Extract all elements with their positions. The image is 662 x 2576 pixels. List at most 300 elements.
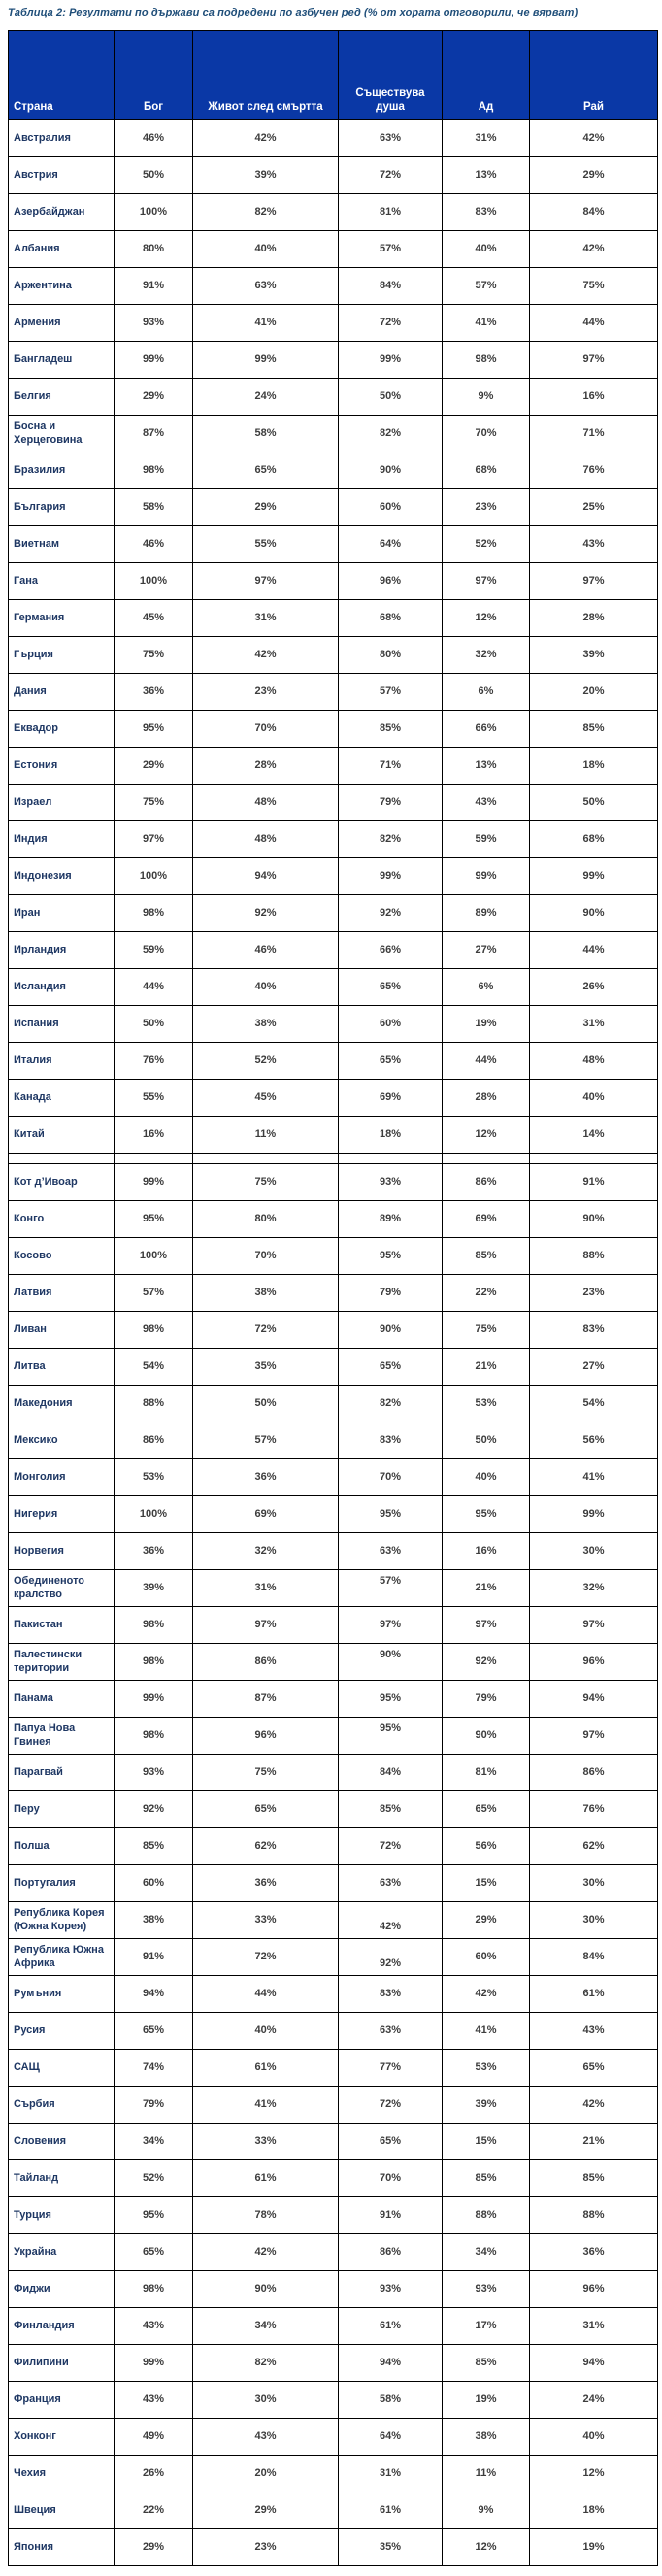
country-cell: Гърция [9,637,115,674]
value-cell: 52% [443,526,530,563]
value-cell: 98% [115,1644,193,1681]
value-cell: 91% [530,1164,658,1201]
value-cell: 63% [339,2013,443,2050]
value-cell: 97% [193,563,339,600]
table-row [9,452,658,489]
value-cell: 76% [530,1791,658,1828]
value-cell: 98% [115,895,193,932]
table-row [9,416,658,452]
value-cell: 24% [193,379,339,416]
value-cell: 28% [443,1080,530,1117]
value-cell: 34% [443,2234,530,2271]
table-row [9,1164,658,1201]
table-row [9,1496,658,1533]
value-cell: 16% [530,379,658,416]
value-cell: 72% [339,157,443,194]
value-cell: 68% [443,452,530,489]
value-cell: 30% [193,2382,339,2419]
value-cell: 88% [530,2197,658,2234]
value-cell: 32% [443,637,530,674]
table-row [9,2456,658,2492]
country-cell: Румъния [9,1976,115,2013]
value-cell: 61% [193,2050,339,2087]
country-cell: Хонконг [9,2419,115,2456]
country-cell: Естония [9,748,115,785]
value-cell: 42% [339,1902,443,1939]
country-cell: Република Южна Африка [9,1939,115,1976]
value-cell: 26% [530,969,658,1006]
value-cell: 57% [115,1275,193,1312]
value-cell: 43% [193,2419,339,2456]
value-cell: 53% [443,2050,530,2087]
value-cell: 42% [530,2087,658,2124]
value-cell: 88% [530,1238,658,1275]
value-cell: 91% [339,2197,443,2234]
column-header: Ад [443,31,530,120]
country-cell: Перу [9,1791,115,1828]
table-row [9,2271,658,2308]
value-cell: 84% [530,194,658,231]
country-cell: Полша [9,1828,115,1865]
value-cell: 97% [530,1607,658,1644]
value-cell: 78% [193,2197,339,2234]
value-cell: 95% [339,1718,443,1755]
value-cell: 36% [115,1533,193,1570]
value-cell: 39% [530,637,658,674]
value-cell: 95% [115,2197,193,2234]
value-cell: 92% [443,1644,530,1681]
country-cell: Филипини [9,2345,115,2382]
value-cell: 13% [443,157,530,194]
table-row [9,1275,658,1312]
value-cell: 57% [443,268,530,305]
value-cell: 57% [339,674,443,711]
country-cell: Португалия [9,1865,115,1902]
value-cell: 66% [339,932,443,969]
value-cell: 38% [443,2419,530,2456]
value-cell: 97% [530,563,658,600]
value-cell: 75% [193,1164,339,1201]
table-row [9,1080,658,1117]
value-cell: 50% [115,1006,193,1043]
value-cell: 93% [115,305,193,342]
value-cell: 95% [115,711,193,748]
value-cell: 90% [443,1718,530,1755]
table-row [9,1238,658,1275]
value-cell: 84% [530,1939,658,1976]
country-cell: Япония [9,2529,115,2566]
value-cell: 82% [339,1386,443,1422]
value-cell: 92% [339,1939,443,1976]
value-cell: 55% [193,526,339,563]
value-cell: 15% [443,1865,530,1902]
value-cell: 19% [443,2382,530,2419]
value-cell: 97% [530,1718,658,1755]
country-cell: Парагвай [9,1755,115,1791]
value-cell: 29% [115,2529,193,2566]
value-cell: 36% [530,2234,658,2271]
value-cell: 11% [443,2456,530,2492]
value-cell: 96% [339,563,443,600]
value-cell: 44% [530,305,658,342]
value-cell: 36% [193,1865,339,1902]
table-row [9,563,658,600]
value-cell: 42% [530,120,658,157]
value-cell: 74% [115,2050,193,2087]
value-cell: 31% [193,1570,339,1607]
value-cell: 34% [193,2308,339,2345]
value-cell: 72% [339,2087,443,2124]
value-cell: 97% [339,1607,443,1644]
value-cell: 50% [530,785,658,821]
table-row [9,748,658,785]
value-cell: 40% [443,231,530,268]
table-row [9,1570,658,1607]
value-cell [193,1154,339,1164]
country-cell: Канада [9,1080,115,1117]
country-cell: Бразилия [9,452,115,489]
table-row [9,1865,658,1902]
value-cell: 21% [443,1349,530,1386]
value-cell: 38% [193,1275,339,1312]
value-cell: 29% [193,489,339,526]
value-cell: 36% [115,674,193,711]
value-cell: 71% [530,416,658,452]
table-row [9,194,658,231]
value-cell: 18% [339,1117,443,1154]
value-cell: 54% [530,1386,658,1422]
table-row [9,1828,658,1865]
value-cell: 63% [339,1865,443,1902]
table-row [9,785,658,821]
value-cell: 40% [193,231,339,268]
value-cell: 48% [193,821,339,858]
value-cell: 41% [443,305,530,342]
value-cell [443,1154,530,1164]
value-cell: 85% [339,1791,443,1828]
value-cell: 94% [115,1976,193,2013]
value-cell: 39% [115,1570,193,1607]
value-cell: 18% [530,748,658,785]
value-cell: 84% [339,1755,443,1791]
column-header: Рай [530,31,658,120]
table-header [9,31,658,120]
value-cell: 99% [443,858,530,895]
value-cell: 75% [443,1312,530,1349]
value-cell: 20% [530,674,658,711]
value-cell: 65% [193,1791,339,1828]
value-cell: 40% [530,1080,658,1117]
table-row [9,1644,658,1681]
value-cell: 33% [193,1902,339,1939]
value-cell: 63% [339,120,443,157]
country-cell: Обединеното кралство [9,1570,115,1607]
country-cell: Иран [9,895,115,932]
table-row [9,2492,658,2529]
country-cell: България [9,489,115,526]
value-cell: 88% [443,2197,530,2234]
value-cell: 96% [530,2271,658,2308]
value-cell: 49% [115,2419,193,2456]
table-row [9,2308,658,2345]
column-header: Бог [115,31,193,120]
value-cell: 43% [115,2308,193,2345]
value-cell: 65% [115,2234,193,2271]
value-cell: 24% [530,2382,658,2419]
value-cell: 13% [443,748,530,785]
table-row [9,379,658,416]
value-cell: 72% [339,305,443,342]
value-cell: 59% [443,821,530,858]
value-cell: 81% [339,194,443,231]
value-cell: 96% [193,1718,339,1755]
table-row [9,1902,658,1939]
value-cell: 68% [339,600,443,637]
value-cell: 94% [193,858,339,895]
value-cell: 61% [193,2160,339,2197]
value-cell: 18% [530,2492,658,2529]
value-cell: 42% [530,231,658,268]
value-cell: 76% [115,1043,193,1080]
value-cell: 75% [115,637,193,674]
value-cell: 61% [530,1976,658,2013]
value-cell: 86% [530,1755,658,1791]
table-row [9,1791,658,1828]
value-cell: 48% [530,1043,658,1080]
table-row [9,2419,658,2456]
value-cell: 77% [339,2050,443,2087]
country-cell: Азербайджан [9,194,115,231]
value-cell: 50% [115,157,193,194]
value-cell: 28% [193,748,339,785]
value-cell: 94% [339,2345,443,2382]
table-row [9,1349,658,1386]
value-cell: 65% [339,969,443,1006]
value-cell: 45% [193,1080,339,1117]
country-cell: Нигерия [9,1496,115,1533]
value-cell: 91% [115,1939,193,1976]
value-cell: 58% [339,2382,443,2419]
value-cell: 31% [339,2456,443,2492]
value-cell: 6% [443,969,530,1006]
table-row [9,1607,658,1644]
country-cell: Австралия [9,120,115,157]
value-cell: 41% [443,2013,530,2050]
value-cell: 42% [443,1976,530,2013]
value-cell: 45% [115,600,193,637]
value-cell: 40% [193,2013,339,2050]
value-cell: 30% [530,1902,658,1939]
value-cell: 29% [443,1902,530,1939]
country-cell: Армения [9,305,115,342]
value-cell: 22% [115,2492,193,2529]
table-row [9,1459,658,1496]
value-cell: 36% [193,1459,339,1496]
value-cell: 100% [115,858,193,895]
value-cell: 85% [115,1828,193,1865]
value-cell: 83% [339,1422,443,1459]
value-cell: 83% [443,194,530,231]
value-cell: 65% [339,1349,443,1386]
value-cell: 85% [443,2160,530,2197]
country-cell: Виетнам [9,526,115,563]
value-cell: 80% [339,637,443,674]
value-cell: 46% [193,932,339,969]
value-cell: 96% [530,1644,658,1681]
value-cell: 41% [193,305,339,342]
value-cell: 79% [115,2087,193,2124]
value-cell: 23% [193,674,339,711]
country-cell: Белгия [9,379,115,416]
country-cell: Русия [9,2013,115,2050]
header-row [9,31,658,120]
country-cell: Норвегия [9,1533,115,1570]
value-cell: 86% [339,2234,443,2271]
table-row [9,2124,658,2160]
value-cell: 41% [193,2087,339,2124]
value-cell: 43% [115,2382,193,2419]
value-cell: 42% [193,637,339,674]
country-cell: Исландия [9,969,115,1006]
value-cell: 30% [530,1533,658,1570]
value-cell: 46% [115,120,193,157]
value-cell: 99% [115,1681,193,1718]
value-cell: 70% [339,1459,443,1496]
value-cell: 69% [443,1201,530,1238]
country-cell: Кот д’Ивоар [9,1164,115,1201]
value-cell: 21% [443,1570,530,1607]
country-cell: Чехия [9,2456,115,2492]
value-cell: 81% [443,1755,530,1791]
value-cell: 80% [115,231,193,268]
value-cell: 63% [193,268,339,305]
value-cell: 26% [115,2456,193,2492]
value-cell: 60% [115,1865,193,1902]
country-cell: Словения [9,2124,115,2160]
value-cell: 30% [530,1865,658,1902]
country-cell: Аржентина [9,268,115,305]
value-cell [339,1154,443,1164]
country-cell: Пакистан [9,1607,115,1644]
value-cell: 17% [443,2308,530,2345]
value-cell: 35% [339,2529,443,2566]
value-cell: 31% [530,1006,658,1043]
table-row [9,1117,658,1154]
spacer-row [9,1154,658,1164]
value-cell: 84% [339,268,443,305]
value-cell: 72% [193,1939,339,1976]
value-cell: 19% [530,2529,658,2566]
value-cell: 95% [339,1496,443,1533]
value-cell: 79% [339,1275,443,1312]
value-cell: 90% [339,1644,443,1681]
value-cell [115,1154,193,1164]
table-row [9,1681,658,1718]
value-cell: 32% [530,1570,658,1607]
country-cell: Китай [9,1117,115,1154]
value-cell: 99% [115,2345,193,2382]
value-cell: 12% [443,2529,530,2566]
country-cell: Финландия [9,2308,115,2345]
value-cell: 63% [339,1533,443,1570]
value-cell: 39% [443,2087,530,2124]
country-cell: Албания [9,231,115,268]
country-cell: Бангладеш [9,342,115,379]
value-cell: 59% [115,932,193,969]
country-cell: Германия [9,600,115,637]
column-header: Живот след смъртта [193,31,339,120]
table-row [9,1718,658,1755]
value-cell: 98% [115,452,193,489]
table-row [9,674,658,711]
value-cell: 38% [193,1006,339,1043]
table-row [9,2345,658,2382]
table-row [9,1939,658,1976]
value-cell: 44% [443,1043,530,1080]
value-cell: 46% [115,526,193,563]
table-row [9,932,658,969]
value-cell: 14% [530,1117,658,1154]
value-cell: 95% [115,1201,193,1238]
value-cell: 83% [339,1976,443,2013]
table-row [9,2013,658,2050]
value-cell: 87% [193,1681,339,1718]
value-cell: 23% [193,2529,339,2566]
table-row [9,711,658,748]
value-cell: 65% [530,2050,658,2087]
value-cell: 27% [530,1349,658,1386]
column-header: Страна [9,31,115,120]
value-cell: 99% [339,858,443,895]
value-cell: 72% [193,1312,339,1349]
value-cell: 70% [339,2160,443,2197]
value-cell: 89% [339,1201,443,1238]
table-row [9,120,658,157]
value-cell: 61% [339,2492,443,2529]
value-cell: 97% [443,1607,530,1644]
value-cell: 79% [339,785,443,821]
value-cell: 65% [115,2013,193,2050]
table-row [9,2234,658,2271]
value-cell: 79% [443,1681,530,1718]
value-cell: 16% [443,1533,530,1570]
value-cell [530,1154,658,1164]
value-cell: 70% [193,1238,339,1275]
value-cell: 50% [193,1386,339,1422]
value-cell: 65% [443,1791,530,1828]
country-cell: Дания [9,674,115,711]
country-cell: Австрия [9,157,115,194]
value-cell: 6% [443,674,530,711]
value-cell: 57% [193,1422,339,1459]
table-row [9,1312,658,1349]
country-cell: Монголия [9,1459,115,1496]
country-cell: Италия [9,1043,115,1080]
value-cell: 53% [115,1459,193,1496]
value-cell: 91% [115,268,193,305]
value-cell: 95% [443,1496,530,1533]
value-cell: 75% [115,785,193,821]
table-row [9,637,658,674]
value-cell: 57% [339,231,443,268]
value-cell: 97% [115,821,193,858]
table-row [9,1006,658,1043]
value-cell: 93% [115,1755,193,1791]
table-row [9,1422,658,1459]
value-cell: 64% [339,526,443,563]
value-cell: 62% [193,1828,339,1865]
value-cell: 39% [193,157,339,194]
